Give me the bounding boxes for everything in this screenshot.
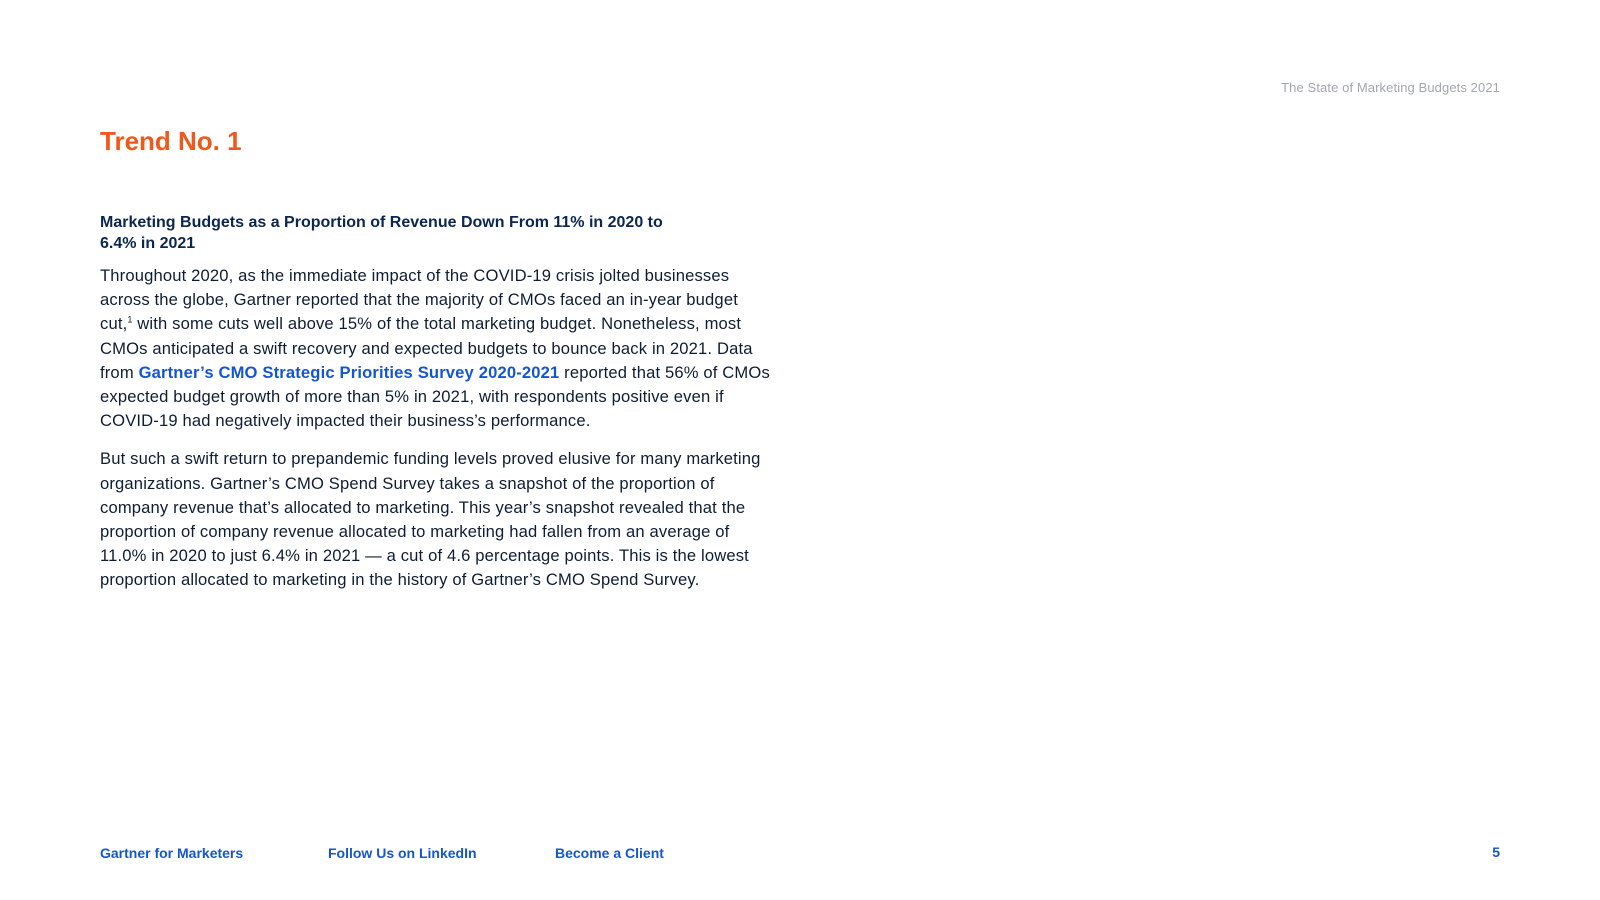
section-heading: Marketing Budgets as a Proportion of Revenue Down From 11% in 2020 to 6.4% in 2021 [100, 214, 663, 252]
gartner-for-marketers-link[interactable]: Gartner for Marketers [100, 845, 244, 861]
cmo-strategic-priorities-survey-link[interactable]: Gartner’s CMO Strategic Priorities Survey 2020-2021 [138, 362, 560, 382]
follow-us-linkedin-link[interactable]: Follow Us on LinkedIn [328, 845, 477, 861]
main-content [100, 212, 772, 607]
body-paragraph-2: But such a swift return to prepandemic funding levels proved elusive for many marketing organizations. Gartner’s CMO Spend Survey takes a snapshot of the proportion of company revenue that’s allocated to marketing. This year’s snapshot revealed that the proportion of company revenue allocated to marketing had fallen from an average of 11.0% in 2020 to just 6.4% in 2021 — a cut of 4.6 percentage points. This is the lowest proportion allocated to marketing in the history of Gartner’s CMO Spend Survey. [100, 449, 761, 590]
paragraph-1-text-start: Throughout 2020, as the immediate impact of the COVID-19 crisis jolted businesses across the globe, Gartner reported that the majority of CMOs faced an in-year budget cut, [100, 266, 738, 334]
footnote-reference[interactable]: 1 [127, 314, 133, 325]
paragraph-1-text-middle: with some cuts well above 15% of the total marketing budget. Nonetheless, most CMOs anticipated a swift recovery and expected budgets to bounce back in 2021. Data from [100, 314, 753, 382]
page-number: 5 [1492, 844, 1500, 860]
body-paragraph-1 [100, 264, 772, 433]
trend-label: Trend No. 1 [100, 126, 242, 156]
paragraph-1-text-end: reported that 56% of CMOs expected budget growth of more than 5% in 2021, with respondents positive even if COVID-19 had negatively impacted their business’s performance. [100, 362, 770, 431]
document-title-header: The State of Marketing Budgets 2021 [1281, 80, 1500, 95]
become-a-client-link[interactable]: Become a Client [555, 845, 664, 861]
